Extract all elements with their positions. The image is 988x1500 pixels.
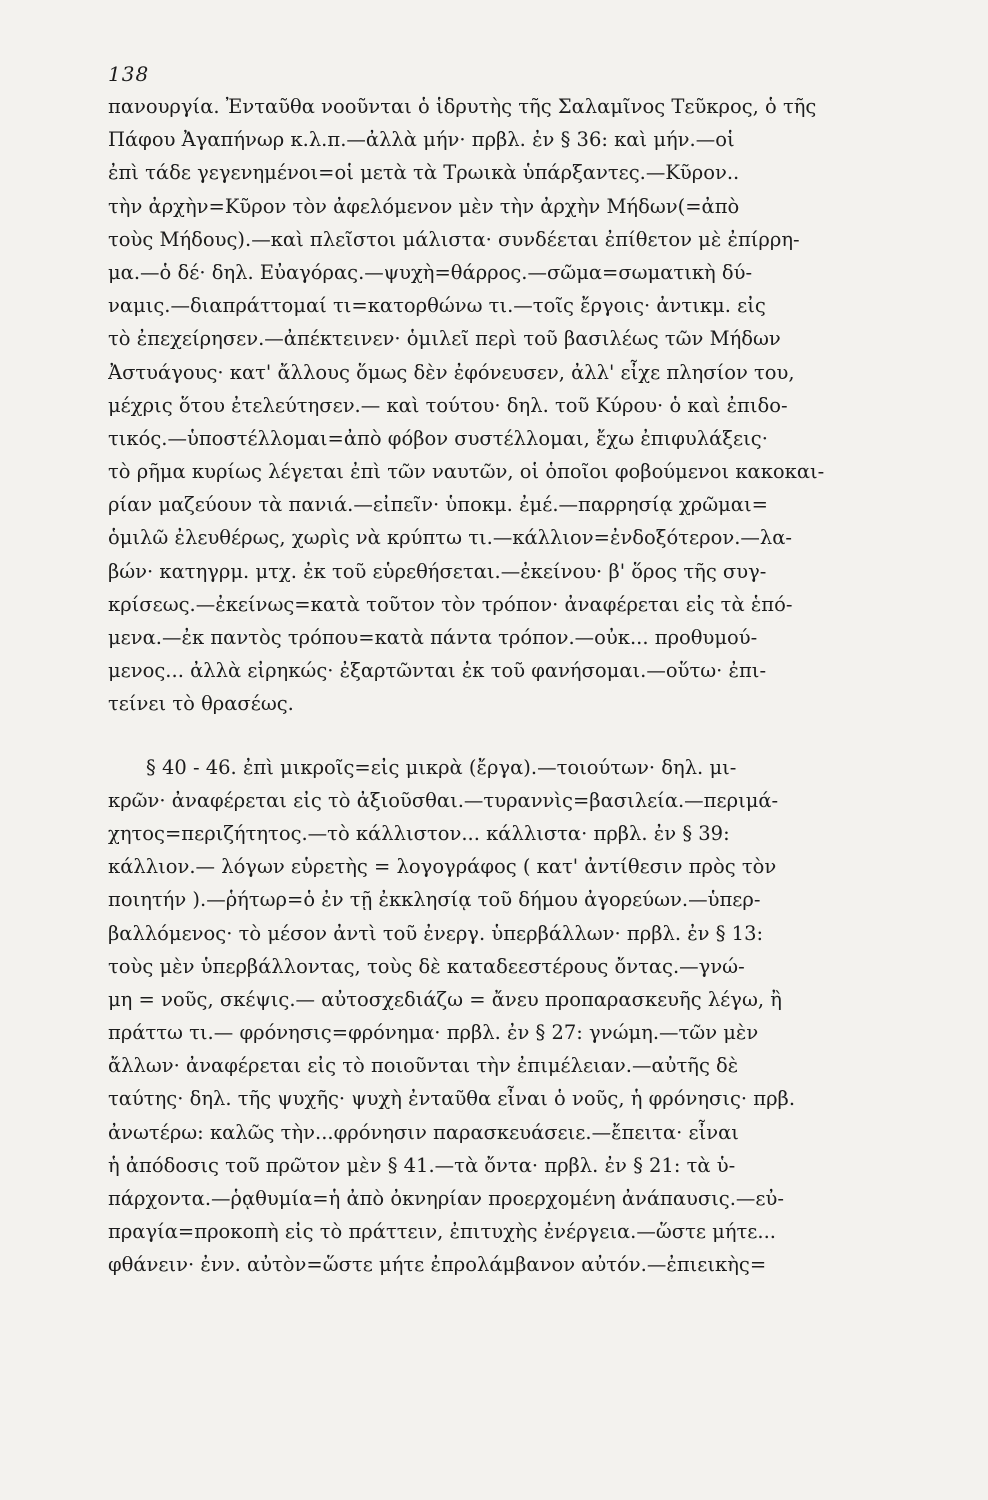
paragraph-2 (108, 751, 940, 1282)
text-line: κρίσεως.—ἐκείνως=κατὰ τοῦτον τὸν τρόπον· ἀναφέρεται εἰς τὰ ἑπό- (108, 592, 793, 616)
text-line: πανουργία. Ἐνταῦθα νοοῦνται ὁ ἱδρυτὴς τῆς Σαλαμῖνος Τεῦκρος, ὁ τῆς (108, 95, 817, 118)
text-line: τοὺς μὲν ὑπερβάλλοντας, τοὺς δὲ καταδεεστέρους ὄντας.—γνώ- (108, 954, 745, 978)
text-line: τικός.—ὑποστέλλομαι=ἀπὸ φόβον συστέλλομαι, ἔχω ἐπιφυλάξεις· (108, 426, 768, 450)
text-line: βών· κατηγρμ. μτχ. ἐκ τοῦ εὑρεθήσεται.—ἐκείνου· β' ὅρος τῆς συγ- (108, 559, 767, 583)
text-line: ναμις.—διαπράττομαί τι=κατορθώνω τι.—τοῖς ἔργοις· ἀντικμ. εἰς (108, 294, 766, 318)
text-line: ὁμιλῶ ἐλευθέρως, χωρὶς νὰ κρύπτω τι.—κάλλιον=ἐνδοξότερον.—λα- (108, 526, 793, 550)
paragraph-1 (108, 90, 940, 721)
text-line: ἐπὶ τάδε γεγενημένοι=οἱ μετὰ τὰ Τρωικὰ ὑπάρξαντες.—Κῦρον.. (108, 161, 740, 185)
text-line: ἄλλων· ἀναφέρεται εἰς τὸ ποιοῦνται τὴν ἐπιμέλειαν.—αὐτῆς δὲ (108, 1054, 739, 1078)
text-line: τοὺς Μήδους).—καὶ πλεῖστοι μάλιστα· συνδέεται ἐπίθετον μὲ ἐπίρρη- (108, 227, 800, 251)
text-line: πράττω τι.— φρόνησις=φρόνημα· πρβλ. ἐν § 27: γνώμη.—τῶν μὲν (108, 1021, 759, 1045)
text-line: Πάφου Ἀγαπήνωρ κ.λ.π.—ἀλλὰ μήν· πρβλ. ἐν § 36: καὶ μήν.—οἱ (108, 128, 735, 152)
text-line: μενα.—ἐκ παντὸς τρόπου=κατὰ πάντα τρόπον.—οὐκ... προθυμού- (108, 626, 758, 649)
text-line: κρῶν· ἀναφέρεται εἰς τὸ ἀξιοῦσθαι.—τυραννὶς=βασιλεία.—περιμά- (108, 788, 779, 812)
text-line: μενος... ἀλλὰ εἰρηκώς· ἐξαρτῶνται ἐκ τοῦ φανήσομαι.—οὕτω· ἐπι- (108, 659, 767, 683)
text-line: τὸ ρῆμα κυρίως λέγεται ἐπὶ τῶν ναυτῶν, οἱ ὁποῖοι φοβούμενοι κακοκαι- (108, 460, 825, 484)
text-line: ταύτης· δηλ. τῆς ψυχῆς· ψυχὴ ἐνταῦθα εἶναι ὁ νοῦς, ἡ φρόνησις· πρβ. (108, 1087, 796, 1111)
commentary-text (108, 90, 940, 1282)
text-line: ποιητήν ).—ῥήτωρ=ὁ ἐν τῇ ἐκκλησίᾳ τοῦ δήμου ἀγορεύων.—ὑπερ- (108, 888, 761, 912)
text-line: ἀνωτέρω: καλῶς τὴν...φρόνησιν παρασκευάσειε.—ἔπειτα· εἶναι (108, 1120, 739, 1144)
text-line: πάρχοντα.—ῥᾳθυμία=ἡ ἀπὸ ὀκνηρίαν προερχομένη ἀνάπαυσις.—εὐ- (108, 1187, 784, 1210)
text-line: φθάνειν· ἐνν. αὐτὸν=ὥστε μήτε ἐπρολάμβανον αὐτόν.—ἐπιεικὴς= (108, 1253, 767, 1277)
text-line: ρίαν μαζεύουν τὰ πανιά.—εἰπεῖν· ὑποκμ. ἐμέ.—παρρησίᾳ χρῶμαι= (108, 493, 768, 517)
page-number: 138 (108, 62, 150, 86)
text-line: βαλλόμενος· τὸ μέσον ἀντὶ τοῦ ἐνεργ. ὑπερβάλλων· πρβλ. ἐν § 13: (108, 921, 764, 945)
text-line: μα.—ὁ δέ· δηλ. Εὐαγόρας.—ψυχὴ=θάρρος.—σῶμα=σωματικὴ δύ- (108, 260, 753, 284)
text-line: μέχρις ὅτου ἐτελεύτησεν.— καὶ τούτου· δηλ. τοῦ Κύρου· ὁ καὶ ἐπιδο- (108, 393, 788, 417)
text-line: χητος=περιζήτητος.—τὸ κάλλιστον... κάλλιστα· πρβλ. ἐν § 39: (108, 821, 730, 845)
text-line: μη = νοῦς, σκέψις.— αὐτοσχεδιάζω = ἄνευ προπαρασκευῆς λέγω, ἢ (108, 987, 782, 1011)
text-line: πραγία=προκοπὴ εἰς τὸ πράττειν, ἐπιτυχὴς ἐνέργεια.—ὥστε μήτε... (108, 1220, 776, 1244)
text-line: κάλλιον.— λόγων εὑρετὴς = λογογράφος ( κατ' ἀντίθεσιν πρὸς τὸν (108, 855, 777, 879)
text-line: τὸ ἐπεχείρησεν.—ἀπέκτεινεν· ὁμιλεῖ περὶ τοῦ βασιλέως τῶν Μήδων (108, 327, 781, 351)
text-line: Ἀστυάγους· κατ' ἄλλους ὅμως δὲν ἐφόνευσεν, ἀλλ' εἶχε πλησίον του, (108, 360, 795, 384)
text-line: § 40 - 46. ἐπὶ μικροῖς=εἰς μικρὰ (ἔργα).—τοιούτων· δηλ. μι- (146, 755, 737, 779)
text-line: τὴν ἀρχὴν=Κῦρον τὸν ἀφελόμενον μὲν τὴν ἀρχὴν Μήδων(=ἀπὸ (108, 194, 740, 218)
text-line: τείνει τὸ θρασέως. (108, 692, 294, 716)
text-line: ἡ ἀπόδοσις τοῦ πρῶτον μὲν § 41.—τὰ ὄντα· πρβλ. ἐν § 21: τὰ ὑ- (108, 1153, 736, 1177)
